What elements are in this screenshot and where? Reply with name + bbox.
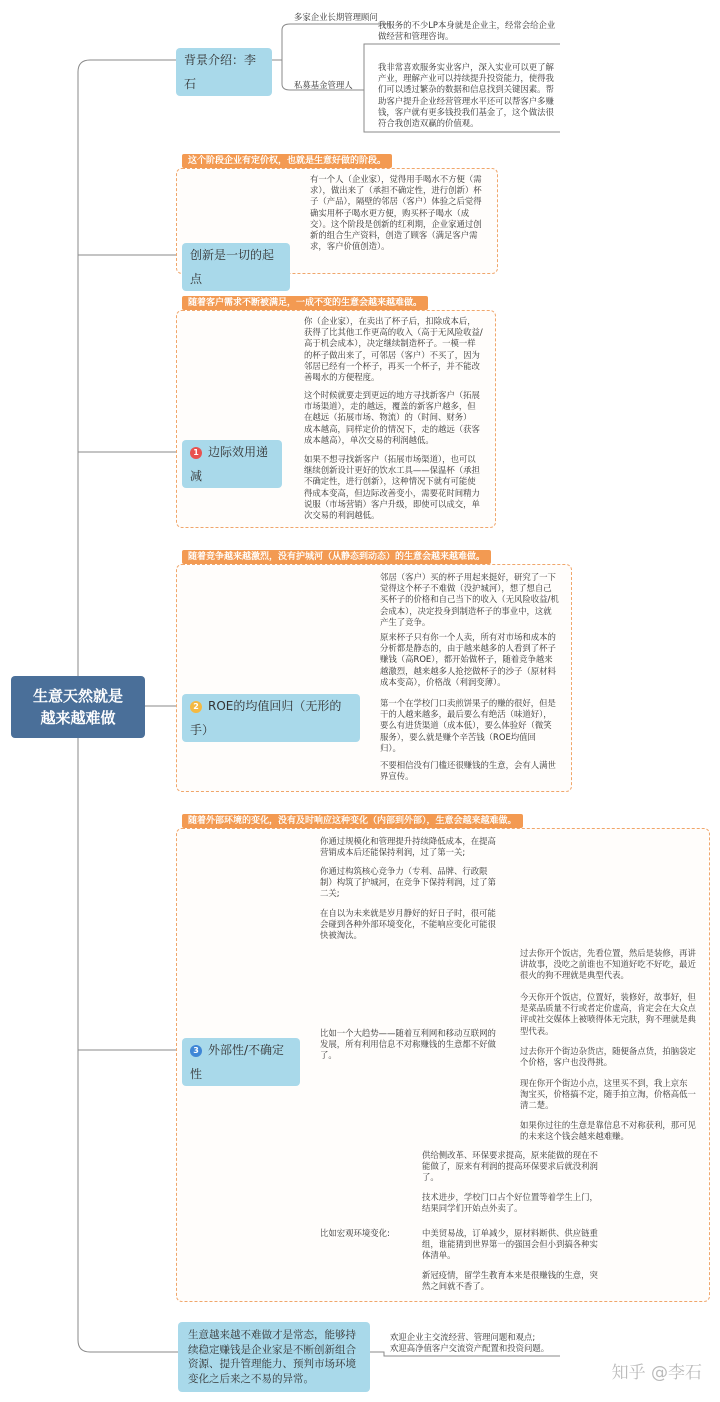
roe-label: ROE的均值回归（无形的手）: [190, 699, 342, 737]
node-roe[interactable]: [182, 694, 360, 742]
node-innovation[interactable]: 创新是一切的起点: [182, 243, 290, 291]
roe-item-3: 第一个在学校门口卖煎饼果子的赚的很好，但是 干的人越来越多，最后要么有绝活（味道好）， 要么有进货渠道（成本低），要么体验好（微笑 服务），要么就是赚个辛苦钱（ROE均值回 归）。: [380, 698, 556, 753]
external-trend: 比如一个大趋势——随着互利网和移动互联网的 发展，所有利用信息不对称赚钱的生意都不好做 了。: [320, 1028, 496, 1061]
macro-item-3: 中美贸易战，订单减少，原材料断供、供应链重 组，谁能猜到世界第一的强国会但小到搞各种实 体清单。: [422, 1228, 598, 1261]
root-node[interactable]: 生意天然就是 越来越难做: [11, 676, 145, 738]
summary-note: 欢迎企业主交流经营、管理问题和观点; 欢迎高净值客户交流资产配置和投资问题。: [390, 1332, 550, 1354]
marginal-item-3: 如果不想寻找新客户（拓展市场渠道），也可以 继续创新设计更好的饮水工具——保温杯（承担 不确定性，进行创新），这种情况下就有可能使 得成本变高，但边际改善变小，需要花时间精力 说服（市场营销）客户升级，即使可以成交，单 次交易的利润越低。: [304, 454, 480, 521]
node-marginal[interactable]: [182, 440, 282, 488]
tag-marginal: 随着客户需求不断被满足，一成不变的生意会越来越难做。: [182, 296, 428, 310]
trend-item-3: 过去你开个街边杂货店，随便备点货，拍脑袋定 个价格，客户也没得挑。: [520, 1046, 696, 1068]
badge-3: 3: [190, 1045, 202, 1057]
trend-item-5: 如果你过往的生意是靠信息不对称获利，那可见 的未来这个钱会越来越难赚。: [520, 1120, 696, 1142]
node-external[interactable]: [182, 1038, 300, 1086]
trend-item-2: 今天你开个饭店，位置好，装修好，故事好，但 是菜品质量不行或者定价虚高，肯定会在大众点 评或社交媒体上被喷得体无完肤，狗不理就是典 型代表。: [520, 992, 696, 1036]
roe-item-4: 不要相信没有门槛还很赚钱的生意，会有人满世 界宣传。: [380, 760, 556, 782]
external-item-3: 在自以为未来就是岁月静好的好日子时，很可能 会碰到各种外部环境变化，不能响应变化可能很 快被淘汰。: [320, 908, 496, 941]
tag-innovation: 这个阶段企业有定价权，也就是生意好做的阶段。: [182, 154, 392, 168]
badge-1: 1: [190, 447, 202, 459]
badge-2: 2: [190, 701, 202, 713]
background-item-fund: 私募基金管理人: [294, 80, 353, 90]
marginal-item-1: 你（企业家），在卖出了杯子后，扣除成本后， 获得了比其他工作更高的收入（高于无风险收益/ 高于机会成本），决定继续制造杯子。一模一样 的杯子做出来了，可邻居（客户）不买了，因为 邻居已经有一个杯子，再买一个杯子，并不能改 善喝水的方便程度。: [304, 316, 483, 383]
external-label: 外部性/不确定性: [190, 1043, 285, 1081]
tag-external: 随着外部环境的变化，没有及时响应这种变化（内部到外部），生意会越来越难做。: [182, 814, 523, 828]
macro-item-1: 供给侧改革、环保要求提高，原来能做的现在不 能做了，原来有利润的提高环保要求后就没利润 了。: [422, 1150, 598, 1183]
external-item-1: 你通过规模化和管理提升持续降低成本，在提高 营销成本后还能保持利润，过了第一关;: [320, 836, 496, 858]
tag-roe: 随着竞争越来越激烈，没有护城河（从静态到动态）的生意会越来越难做。: [182, 550, 491, 564]
macro-item-4: 新冠疫情，留学生教育本来是很赚钱的生意，突 然之间就不香了。: [422, 1270, 598, 1292]
marginal-item-2: 这个时候就要走到更远的地方寻找新客户（拓展 市场渠道），走的越远，覆盖的新客户越多，但 在越远（拓展市场、物流）的（时间、财务） 成本越高，同样定价的情况下，走的越远（获客 成本越高），单次交易的利润越低。: [304, 390, 480, 445]
macro-item-2: 技术进步，学校门口占个好位置等着学生上门， 结果同学们开始点外卖了。: [422, 1192, 598, 1214]
background-item-fund-text: 我非常喜欢服务实业客户，深入实业可以更了解 产业，理解产业可以持续提升投资能力，使得我 们可以透过繁杂的数据和信息找到关键因素。帮 助客户提升企业经营管理水平还可以帮客户多赚 钱，客户就有更多钱投我们基金了，这个做法很 符合我创造双赢的价值观。: [378, 62, 554, 129]
background-item-consultant-text: 我服务的不少LP本身就是企业主，经常会给企业 做经营和管理咨询。: [378, 20, 556, 42]
background-item-consultant: 多家企业长期管理顾问: [294, 12, 378, 22]
roe-item-1: 邻居（客户）买的杯子用起来挺好，研究了一下 觉得这个杯子不难做（没护城河），想了想自己 买杯子的价格和自己当下的收入（无风险收益/机 会成本），决定投身到制造杯子的事业中，这就 产生了竞争。: [380, 572, 559, 627]
roe-item-2: 原来杯子只有你一个人卖，所有对市场和成本的 分析都是静态的，由于越来越多的人看到了杯子 赚钱（高ROE），都开始做杯子，随着竞争越来 越激烈，越来越多人抢挖做杯子的沙子（原材料 成本变高），价格战（利润变薄）。: [380, 632, 556, 687]
external-item-2: 你通过构筑核心竞争力（专利、品牌、行政限 制）构筑了护城河，在竞争下保持利润，过了第 二关;: [320, 866, 496, 899]
trend-item-4: 现在你开个街边小点，这里买不到，我上京东 淘宝买，价格搞不定，随手拍立淘，价格高低一 清二楚。: [520, 1078, 696, 1111]
node-summary[interactable]: 生意越来越不难做才是常态，能够持续稳定赚钱是企业家是不断创新组合资源、提升管理能力、预判市场环境变化之后来之不易的异常。: [178, 1322, 370, 1392]
node-background[interactable]: 背景介绍：李石: [176, 48, 272, 96]
marginal-label: 边际效用递减: [190, 445, 269, 483]
innovation-text: 有一个人（企业家），觉得用手喝水不方便（需 求），做出来了（承担不确定性，进行创新）杯 子（产品），隔壁的邻居（客户）体验之后觉得 确实用杯子喝水更方便，购买杯子喝水（成 交）。这个阶段是创新的红利期，企业家通过创 新的组合生产资料，创造了顾客（满足客户需 求，客户价值创造）。: [310, 174, 482, 252]
external-macro: 比如宏观环境变化:: [320, 1228, 390, 1238]
watermark: 知乎 @李石: [611, 1363, 702, 1383]
trend-item-1: 过去你开个饭店，先看位置，然后是装修，再讲 讲故事，没吃之前谁也不知道好吃不好吃，最近 很火的狗不理就是典型代表。: [520, 948, 696, 981]
